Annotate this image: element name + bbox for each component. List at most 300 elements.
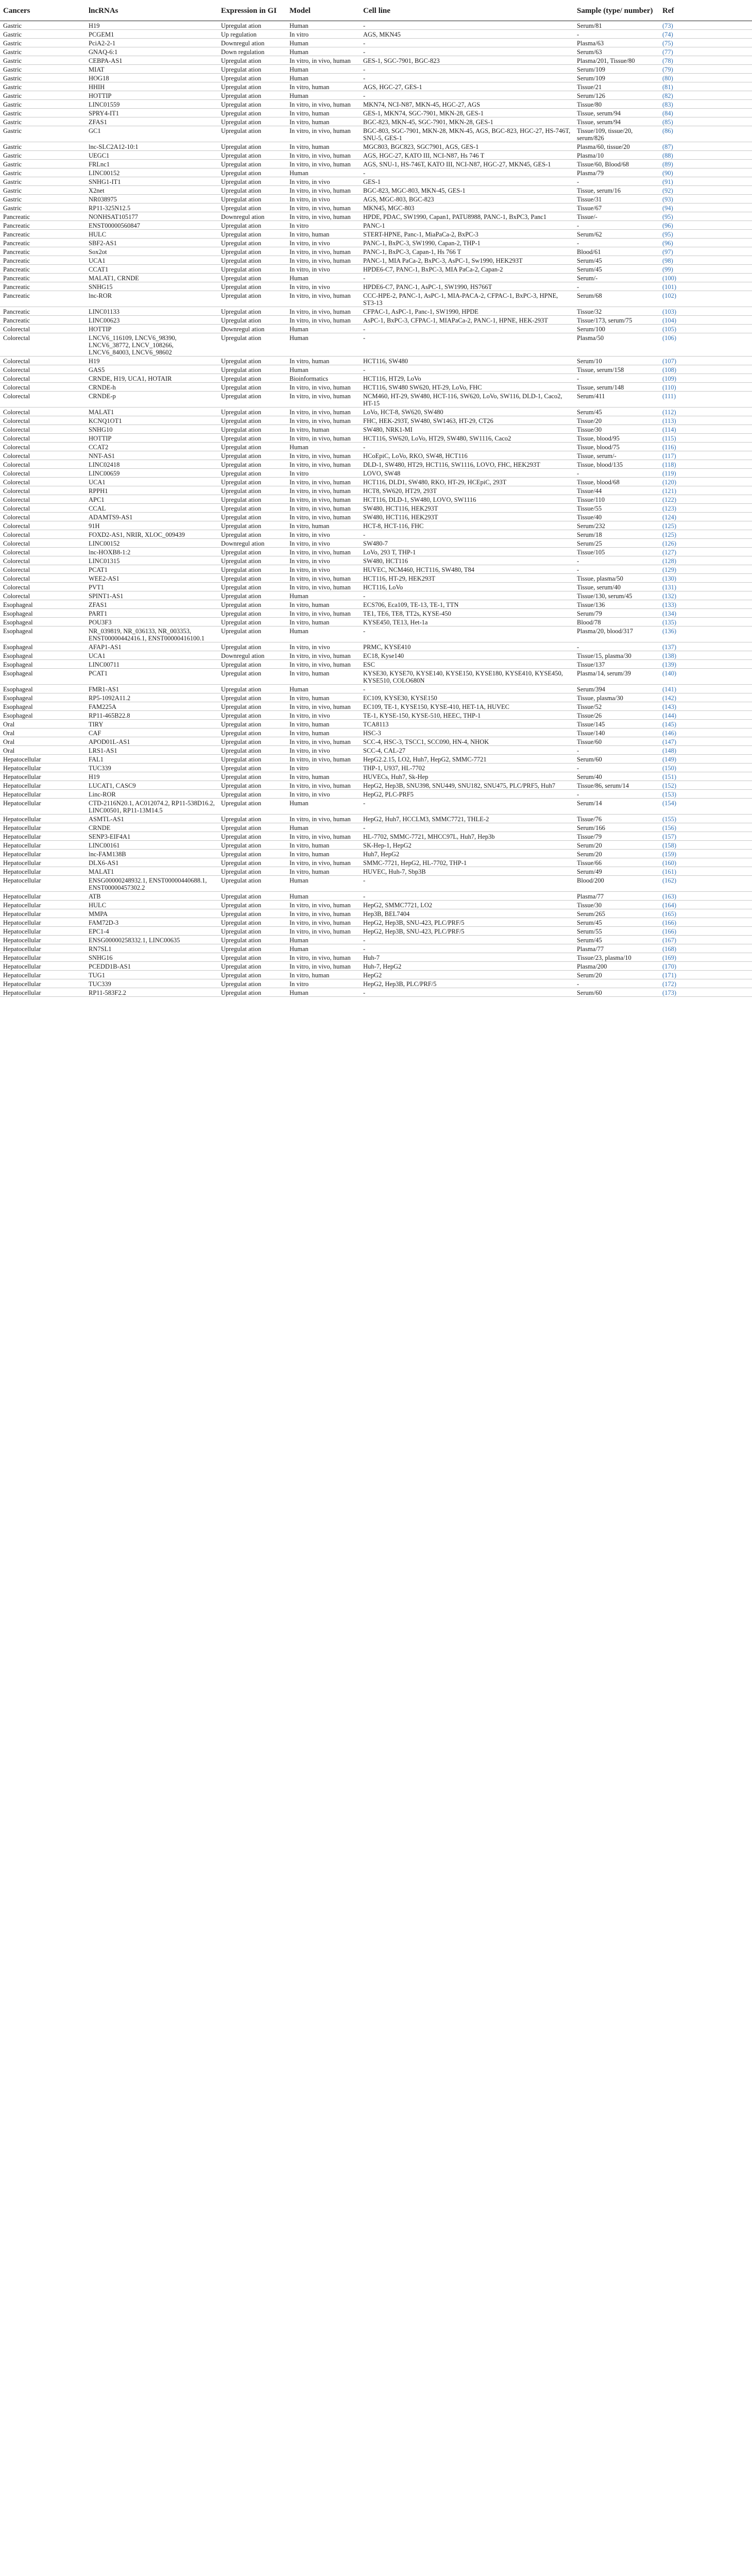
- lncrna-cell: CRNDE: [89, 824, 111, 832]
- cell-line-cell: SCC-4, HSC-3, TSCC1, SCC090, HN-4, NHOK: [363, 738, 489, 745]
- sample-cell: Serum/265: [577, 910, 605, 918]
- cancer-cell: Colorectal: [3, 592, 30, 600]
- table-row: [0, 618, 752, 626]
- ref-cell[interactable]: (98): [662, 257, 673, 264]
- ref-cell[interactable]: (122): [662, 496, 677, 503]
- ref-cell[interactable]: (133): [662, 601, 677, 608]
- ref-cell[interactable]: (123): [662, 505, 677, 512]
- cancer-cell: Hepatocellular: [3, 816, 41, 823]
- table-row: [0, 513, 752, 521]
- sample-cell: -: [577, 470, 579, 477]
- ref-cell[interactable]: (155): [662, 816, 677, 823]
- ref-cell[interactable]: (81): [662, 83, 673, 91]
- sample-cell: Tissue/30: [577, 426, 602, 433]
- lncrna-cell: LUCAT1, CASC9: [89, 782, 136, 789]
- lncrna-cell: LINC00623: [89, 317, 120, 324]
- ref-cell[interactable]: (78): [662, 57, 673, 64]
- ref-cell[interactable]: (135): [662, 619, 677, 626]
- expression-cell: Upregulat ation: [221, 57, 262, 64]
- table-row: [0, 109, 752, 117]
- model-cell: In vitro, in vivo, human: [289, 57, 351, 64]
- cancer-cell: Esophageal: [3, 686, 33, 693]
- cell-line-cell: -: [363, 824, 366, 832]
- model-cell: In vitro, in vivo: [289, 240, 330, 247]
- cell-line-cell: HPDE6-C7, PANC-1, BxPC-3, MIA PaCa-2, Capan-2: [363, 266, 503, 273]
- table-row: [0, 626, 752, 642]
- cell-line-cell: GES-1: [363, 178, 381, 185]
- table-row: [0, 539, 752, 548]
- cell-line-cell: AGS, MKN45: [363, 31, 401, 38]
- model-cell: Human: [289, 686, 309, 693]
- ref-cell[interactable]: (156): [662, 824, 677, 832]
- ref-cell[interactable]: (120): [662, 479, 677, 486]
- table-row: [0, 927, 752, 936]
- ref-cell[interactable]: (90): [662, 170, 673, 177]
- ref-cell[interactable]: (138): [662, 652, 677, 659]
- table-row: [0, 495, 752, 504]
- cancer-cell: Gastric: [3, 161, 22, 168]
- ref-cell[interactable]: (113): [662, 417, 676, 425]
- table-row: [0, 91, 752, 100]
- ref-cell[interactable]: (116): [662, 444, 676, 451]
- ref-cell[interactable]: (111): [662, 393, 676, 400]
- cancer-cell: Colorectal: [3, 393, 30, 400]
- model-cell: In vitro, in vivo, human: [289, 435, 351, 442]
- ref-cell[interactable]: (151): [662, 773, 677, 781]
- expression-cell: Upregulat ation: [221, 694, 262, 702]
- cell-line-cell: HCT116, DLD-1, SW480, LOVO, SW1116: [363, 496, 476, 503]
- expression-cell: Upregulat ation: [221, 824, 262, 832]
- ref-cell[interactable]: (173): [662, 989, 677, 996]
- table-row: [0, 100, 752, 109]
- lncrna-cell: KCNQ1OT1: [89, 417, 122, 425]
- ref-cell[interactable]: (85): [662, 118, 673, 126]
- lncrna-cell: SNHG15: [89, 283, 113, 291]
- cell-line-cell: HepG2.2.15, LO2, Huh7, HepG2, SMMC-7721: [363, 756, 487, 763]
- ref-cell[interactable]: (99): [662, 266, 673, 273]
- ref-cell[interactable]: (106): [662, 334, 677, 342]
- ref-cell[interactable]: (164): [662, 902, 677, 909]
- sample-cell: Tissue/30: [577, 902, 602, 909]
- lncrna-cell: H19: [89, 22, 100, 29]
- expression-cell: Upregulat ation: [221, 703, 262, 710]
- ref-cell[interactable]: (77): [662, 48, 673, 56]
- ref-cell[interactable]: (127): [662, 549, 677, 556]
- model-cell: In vitro, in vivo: [289, 643, 330, 651]
- lncrna-cell: NR038975: [89, 196, 117, 203]
- ref-cell[interactable]: (88): [662, 152, 673, 159]
- expression-cell: Upregulat ation: [221, 791, 262, 798]
- ref-cell[interactable]: (153): [662, 791, 677, 798]
- sample-cell: Tissue/137: [577, 661, 605, 668]
- ref-cell[interactable]: (158): [662, 842, 677, 849]
- ref-cell[interactable]: (171): [662, 972, 677, 979]
- ref-cell[interactable]: (114): [662, 426, 676, 433]
- table-row: [0, 556, 752, 565]
- sample-cell: Tissue/145: [577, 721, 605, 728]
- table-row: [0, 944, 752, 953]
- lncrna-cell: RP11-325N12.5: [89, 205, 131, 212]
- cancer-cell: Hepatocellular: [3, 842, 41, 849]
- ref-cell[interactable]: (96): [662, 222, 673, 229]
- ref-cell[interactable]: (142): [662, 694, 677, 702]
- ref-cell[interactable]: (157): [662, 833, 677, 840]
- model-cell: In vitro, in vivo: [289, 712, 330, 719]
- ref-cell[interactable]: (134): [662, 610, 677, 617]
- ref-cell[interactable]: (166): [662, 928, 677, 935]
- cell-line-cell: -: [363, 800, 366, 807]
- lncrna-cell: CRNDE-h: [89, 384, 116, 391]
- ref-cell[interactable]: (86): [662, 127, 673, 134]
- model-cell: In vitro, human: [289, 143, 330, 150]
- ref-cell[interactable]: (130): [662, 575, 677, 582]
- table-row: [0, 936, 752, 944]
- ref-cell[interactable]: (144): [662, 712, 677, 719]
- lncrna-cell: RP11-583F2.2: [89, 989, 126, 996]
- model-cell: In vitro, in vivo: [289, 283, 330, 291]
- cell-line-cell: CCC-HPE-2, PANC-1, AsPC-1, MIA-PACA-2, CFPAC-1, BxPC-3, HPNE, ST3-13: [363, 292, 558, 307]
- ref-cell[interactable]: (119): [662, 470, 676, 477]
- lncrna-cell: PCAT1: [89, 670, 108, 677]
- table-row: [0, 799, 752, 815]
- header-cell-line: Cell line: [363, 7, 390, 15]
- cancer-cell: Pancreatic: [3, 266, 30, 273]
- sample-cell: Tissue, serum/148: [577, 384, 624, 391]
- model-cell: Human: [289, 444, 309, 451]
- ref-cell[interactable]: (150): [662, 765, 677, 772]
- ref-cell[interactable]: (75): [662, 40, 673, 47]
- table-row: [0, 693, 752, 702]
- cancer-cell: Colorectal: [3, 549, 30, 556]
- table-row: [0, 160, 752, 168]
- ref-cell[interactable]: (170): [662, 963, 677, 970]
- cancer-cell: Colorectal: [3, 487, 30, 495]
- model-cell: Human: [289, 48, 309, 56]
- expression-cell: Upregulat ation: [221, 686, 262, 693]
- table-row: [0, 764, 752, 772]
- sample-cell: Tissue/67: [577, 205, 602, 212]
- model-cell: Human: [289, 40, 309, 47]
- cell-line-cell: -: [363, 326, 366, 333]
- lncrna-cell: MALAT1: [89, 868, 114, 875]
- cell-line-cell: TE1, TE6, TE8, TT2s, KYSE-450: [363, 610, 451, 617]
- cancer-cell: Colorectal: [3, 417, 30, 425]
- ref-cell[interactable]: (168): [662, 945, 677, 953]
- model-cell: In vitro, in vivo, human: [289, 514, 351, 521]
- ref-cell[interactable]: (147): [662, 738, 677, 745]
- cancer-cell: Colorectal: [3, 566, 30, 573]
- table-row: [0, 755, 752, 764]
- ref-cell[interactable]: (94): [662, 205, 673, 212]
- model-cell: In vitro, human: [289, 231, 330, 238]
- lncrna-cell: APOD01L-AS1: [89, 738, 130, 745]
- ref-cell[interactable]: (160): [662, 859, 677, 867]
- model-cell: In vitro, in vivo, human: [289, 756, 351, 763]
- cancer-cell: Gastric: [3, 205, 22, 212]
- sample-cell: Serum/79: [577, 610, 602, 617]
- cell-line-cell: -: [363, 22, 366, 29]
- ref-cell[interactable]: (104): [662, 317, 677, 324]
- cancer-cell: Colorectal: [3, 384, 30, 391]
- lncrna-cell: LINC00659: [89, 470, 120, 477]
- ref-cell[interactable]: (101): [662, 283, 677, 291]
- ref-cell[interactable]: (131): [662, 584, 677, 591]
- ref-cell[interactable]: (93): [662, 196, 673, 203]
- cell-line-cell: AGS, MGC-803, BGC-823: [363, 196, 434, 203]
- ref-cell[interactable]: (92): [662, 187, 673, 194]
- cell-line-cell: HL-7702, SMMC-7721, MHCC97L, Huh7, Hep3b: [363, 833, 495, 840]
- table-row: [0, 142, 752, 151]
- table-row: [0, 425, 752, 434]
- ref-cell[interactable]: (96): [662, 240, 673, 247]
- model-cell: In vitro: [289, 470, 309, 477]
- table-row: [0, 357, 752, 365]
- cancer-cell: Hepatocellular: [3, 902, 41, 909]
- cancer-cell: Colorectal: [3, 366, 30, 374]
- sample-cell: Serum/45: [577, 257, 602, 264]
- lncrna-cell: LINC00161: [89, 842, 120, 849]
- sample-cell: Serum/20: [577, 842, 602, 849]
- ref-cell[interactable]: (125): [662, 531, 677, 538]
- table-row: [0, 392, 752, 408]
- ref-cell[interactable]: (137): [662, 643, 677, 651]
- ref-cell[interactable]: (132): [662, 592, 677, 600]
- expression-cell: Upregulat ation: [221, 444, 262, 451]
- ref-cell[interactable]: (136): [662, 628, 677, 635]
- ref-cell[interactable]: (128): [662, 557, 677, 565]
- ref-cell[interactable]: (95): [662, 213, 673, 221]
- lncrna-cell: ASMTL-AS1: [89, 816, 124, 823]
- cell-line-cell: LOVO, SW48: [363, 470, 401, 477]
- cell-line-cell: BGC-823, MGC-803, MKN-45, GES-1: [363, 187, 466, 194]
- ref-cell[interactable]: (162): [662, 877, 677, 884]
- model-cell: In vitro, human: [289, 522, 330, 530]
- expression-cell: Upregulat ation: [221, 240, 262, 247]
- lncrna-cell: TIRY: [89, 721, 104, 728]
- cell-line-cell: Hep3B, BEL7404: [363, 910, 410, 918]
- ref-cell[interactable]: (163): [662, 893, 677, 900]
- sample-cell: Blood/61: [577, 248, 601, 256]
- cell-line-cell: -: [363, 366, 366, 374]
- ref-cell[interactable]: (95): [662, 231, 673, 238]
- expression-cell: Upregulat ation: [221, 851, 262, 858]
- ref-cell[interactable]: (159): [662, 851, 677, 858]
- expression-cell: Upregulat ation: [221, 800, 262, 807]
- cancer-cell: Hepatocellular: [3, 972, 41, 979]
- model-cell: In vitro, in vivo: [289, 747, 330, 754]
- model-cell: In vitro, in vivo, human: [289, 487, 351, 495]
- ref-cell[interactable]: (141): [662, 686, 677, 693]
- cell-line-cell: SW480-7: [363, 540, 388, 547]
- ref-cell[interactable]: (172): [662, 980, 677, 988]
- lncrna-cell: SNHG1-IT1: [89, 178, 121, 185]
- ref-cell[interactable]: (107): [662, 358, 677, 365]
- cell-line-cell: EC18, Kyse140: [363, 652, 404, 659]
- lncrna-cell: SPRY4-IT1: [89, 110, 119, 117]
- header-ref: Ref: [662, 7, 674, 15]
- table-row: [0, 333, 752, 357]
- cancer-cell: Colorectal: [3, 444, 30, 451]
- expression-cell: Upregulat ation: [221, 514, 262, 521]
- table-row: [0, 239, 752, 247]
- ref-cell[interactable]: (154): [662, 800, 677, 807]
- ref-cell[interactable]: (118): [662, 461, 676, 468]
- cell-line-cell: HUVEC, NCM460, HCT116, SW480, T84: [363, 566, 474, 573]
- model-cell: In vitro, in vivo, human: [289, 257, 351, 264]
- model-cell: In vitro, human: [289, 601, 330, 608]
- sample-cell: Tissue, serum/94: [577, 118, 621, 126]
- sample-cell: Serum/55: [577, 928, 602, 935]
- ref-cell[interactable]: (102): [662, 292, 677, 299]
- ref-cell[interactable]: (112): [662, 409, 676, 416]
- ref-cell[interactable]: (152): [662, 782, 677, 789]
- ref-cell[interactable]: (109): [662, 375, 677, 382]
- sample-cell: Tissue/44: [577, 487, 602, 495]
- model-cell: In vitro, human: [289, 358, 330, 365]
- ref-cell[interactable]: (82): [662, 92, 673, 99]
- sample-cell: Tissue, blood/68: [577, 479, 620, 486]
- expression-cell: Upregulat ation: [221, 566, 262, 573]
- ref-cell[interactable]: (167): [662, 937, 677, 944]
- lncrna-cell: FAL1: [89, 756, 104, 763]
- ref-cell[interactable]: (80): [662, 75, 673, 82]
- lncrna-cell: SNHG10: [89, 426, 113, 433]
- lncrna-cell: CCAT2: [89, 444, 109, 451]
- table-row: [0, 823, 752, 832]
- cancer-cell: Pancreatic: [3, 275, 30, 282]
- expression-cell: Upregulat ation: [221, 902, 262, 909]
- expression-cell: Upregulat ation: [221, 92, 262, 99]
- cancer-cell: Gastric: [3, 152, 22, 159]
- ref-cell[interactable]: (115): [662, 435, 676, 442]
- ref-cell[interactable]: (89): [662, 161, 673, 168]
- model-cell: In vitro, in vivo, human: [289, 575, 351, 582]
- lncrna-cell: lnc-ROR: [89, 292, 112, 299]
- ref-cell[interactable]: (126): [662, 540, 677, 547]
- ref-cell[interactable]: (74): [662, 31, 673, 38]
- expression-cell: Upregulat ation: [221, 308, 262, 315]
- expression-cell: Upregulat ation: [221, 283, 262, 291]
- model-cell: In vitro, human: [289, 842, 330, 849]
- table-row: [0, 126, 752, 142]
- model-cell: In vitro, human: [289, 721, 330, 728]
- ref-cell[interactable]: (84): [662, 110, 673, 117]
- ref-cell[interactable]: (87): [662, 143, 673, 150]
- ref-cell[interactable]: (103): [662, 308, 677, 315]
- cancer-cell: Hepatocellular: [3, 791, 41, 798]
- expression-cell: Upregulat ation: [221, 893, 262, 900]
- lncrna-cell: FAM72D-3: [89, 919, 119, 926]
- cancer-cell: Gastric: [3, 170, 22, 177]
- ref-cell[interactable]: (143): [662, 703, 677, 710]
- ref-cell[interactable]: (79): [662, 66, 673, 73]
- model-cell: Human: [289, 592, 309, 600]
- cancer-cell: Hepatocellular: [3, 765, 41, 772]
- expression-cell: Upregulat ation: [221, 393, 262, 400]
- expression-cell: Upregulat ation: [221, 461, 262, 468]
- ref-cell[interactable]: (117): [662, 452, 676, 460]
- sample-cell: -: [577, 557, 579, 565]
- ref-cell[interactable]: (165): [662, 910, 677, 918]
- sample-cell: Tissue, serum/40: [577, 584, 621, 591]
- model-cell: In vitro, in vivo, human: [289, 205, 351, 212]
- table-row: [0, 265, 752, 274]
- model-cell: In vitro, human: [289, 773, 330, 781]
- model-cell: In vitro, in vivo, human: [289, 248, 351, 256]
- expression-cell: Upregulat ation: [221, 358, 262, 365]
- expression-cell: Upregulat ation: [221, 101, 262, 108]
- table-row: [0, 117, 752, 126]
- ref-cell[interactable]: (97): [662, 248, 673, 256]
- table-row: [0, 365, 752, 374]
- ref-cell[interactable]: (105): [662, 326, 677, 333]
- ref-cell[interactable]: (149): [662, 756, 677, 763]
- cell-line-cell: MGC803, BGC823, SGC7901, AGS, GES-1: [363, 143, 479, 150]
- lncrna-cell: LINC01133: [89, 308, 119, 315]
- sample-cell: Tissue, plasma/50: [577, 575, 623, 582]
- ref-cell[interactable]: (145): [662, 721, 677, 728]
- cancer-cell: Esophageal: [3, 610, 33, 617]
- sample-cell: Tissue, serum/158: [577, 366, 624, 374]
- ref-cell[interactable]: (100): [662, 275, 677, 282]
- ref-cell[interactable]: (140): [662, 670, 677, 677]
- ref-cell[interactable]: (166): [662, 919, 677, 926]
- ref-cell[interactable]: (110): [662, 384, 676, 391]
- ref-cell[interactable]: (124): [662, 514, 677, 521]
- cancer-cell: Colorectal: [3, 452, 30, 460]
- sample-cell: -: [577, 240, 579, 247]
- cancer-cell: Hepatocellular: [3, 910, 41, 918]
- expression-cell: Upregulat ation: [221, 143, 262, 150]
- ref-cell[interactable]: (129): [662, 566, 677, 573]
- table-body: [0, 21, 752, 997]
- sample-cell: Tissue/26: [577, 712, 602, 719]
- ref-cell[interactable]: (108): [662, 366, 677, 374]
- expression-cell: Upregulat ation: [221, 670, 262, 677]
- expression-cell: Upregulat ation: [221, 83, 262, 91]
- ref-cell[interactable]: (73): [662, 22, 673, 29]
- model-cell: In vitro, in vivo: [289, 266, 330, 273]
- ref-cell[interactable]: (91): [662, 178, 673, 185]
- lncrna-cell: H19: [89, 358, 100, 365]
- lncrna-cell: LINC01315: [89, 557, 120, 565]
- cancer-cell: Pancreatic: [3, 257, 30, 264]
- model-cell: In vitro, in vivo: [289, 791, 330, 798]
- table-row: [0, 772, 752, 781]
- table-row: [0, 451, 752, 460]
- model-cell: Human: [289, 937, 309, 944]
- ref-cell[interactable]: (148): [662, 747, 677, 754]
- lncrna-cell: NR_039819, NR_036133, NR_003353, ENST00000442416.1, ENST00000416100.1: [89, 628, 204, 642]
- ref-cell[interactable]: (146): [662, 730, 677, 737]
- ref-cell[interactable]: (139): [662, 661, 677, 668]
- ref-cell[interactable]: (83): [662, 101, 673, 108]
- cell-line-cell: -: [363, 877, 366, 884]
- lncrna-cell: DLX6-AS1: [89, 859, 119, 867]
- expression-cell: Up regulation: [221, 31, 257, 38]
- ref-cell[interactable]: (125): [662, 522, 677, 530]
- ref-cell[interactable]: (121): [662, 487, 677, 495]
- cancer-cell: Colorectal: [3, 358, 30, 365]
- cell-line-cell: PANC-1, BxPC-3, SW1990, Capan-2, THP-1: [363, 240, 481, 247]
- model-cell: In vitro, in vivo: [289, 566, 330, 573]
- ref-cell[interactable]: (169): [662, 954, 677, 961]
- ref-cell[interactable]: (161): [662, 868, 677, 875]
- expression-cell: Upregulat ation: [221, 756, 262, 763]
- sample-cell: Tissue, serum/94: [577, 110, 621, 117]
- sample-cell: Serum/411: [577, 393, 605, 400]
- expression-cell: Upregulat ation: [221, 610, 262, 617]
